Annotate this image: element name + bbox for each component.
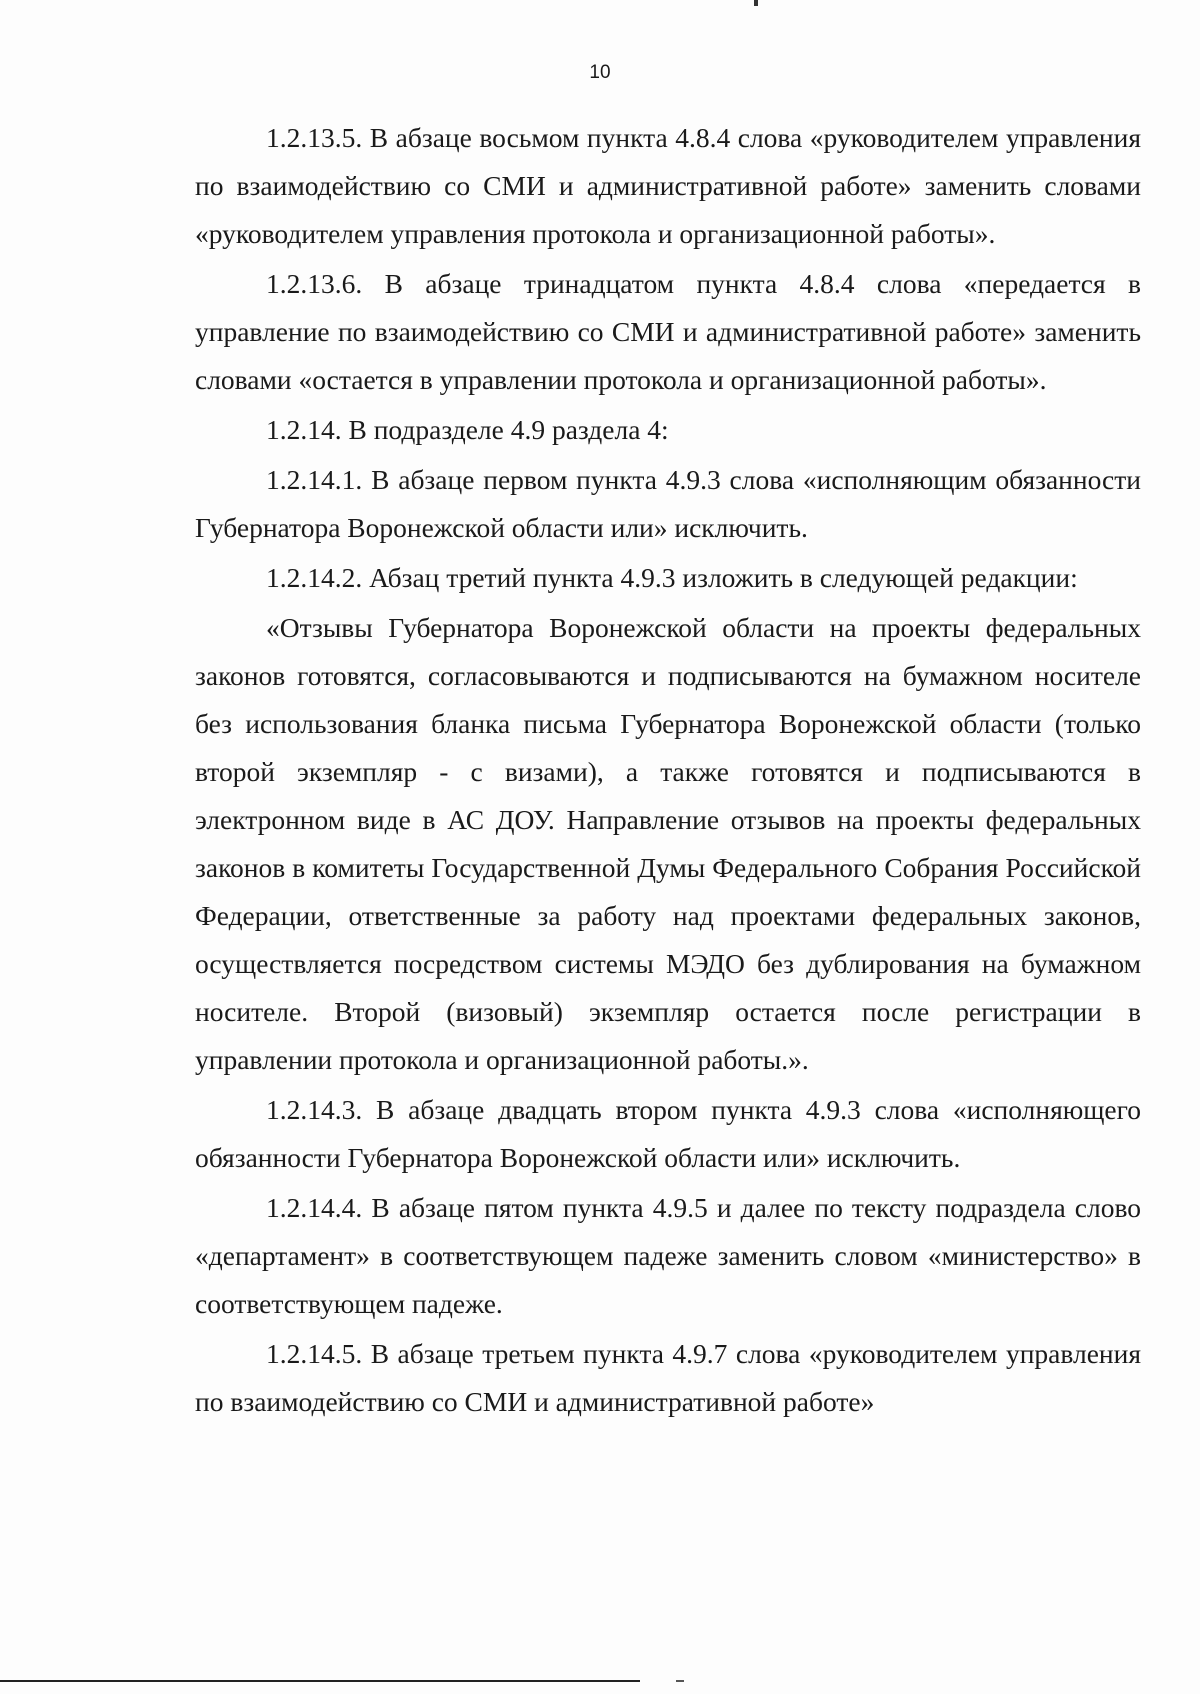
scan-mark (676, 1680, 684, 1682)
paragraph-1-2-13-5: 1.2.13.5. В абзаце восьмом пункта 4.8.4 слова «руководителем управления по взаимодействию со СМИ и административной работе» заменить словами «руководителем управления протокола и организационной работы». (195, 122, 1141, 249)
paragraph-1-2-14-4: 1.2.14.4. В абзаце пятом пункта 4.9.5 и далее по тексту подраздела слово «департамент» в соответствующем падеже заменить словом «министерство» в соответствующем падеже. (195, 1192, 1141, 1319)
page-number: 10 (589, 62, 611, 83)
paragraph-1-2-14: 1.2.14. В подразделе 4.9 раздела 4: (266, 414, 669, 445)
paragraph-1-2-14-2: 1.2.14.2. Абзац третий пункта 4.9.3 изложить в следующей редакции: (266, 562, 1078, 593)
paragraph-1-2-14-1: 1.2.14.1. В абзаце первом пункта 4.9.3 слова «исполняющим обязанности Губернатора Воронежской области или» исключить. (195, 464, 1141, 543)
scan-edge-line (0, 1680, 640, 1682)
document-body (195, 114, 1141, 1428)
paragraph-1-2-14-3: 1.2.14.3. В абзаце двадцать втором пункта 4.9.3 слова «исполняющего обязанности Губернатора Воронежской области или» исключить. (195, 1094, 1141, 1173)
paragraph-1-2-13-6: 1.2.13.6. В абзаце тринадцатом пункта 4.8.4 слова «передается в управление по взаимодействию со СМИ и административной работе» заменить словами «остается в управлении протокола и организационной работы». (195, 268, 1141, 395)
paragraph-1-2-14-5: 1.2.14.5. В абзаце третьем пункта 4.9.7 слова «руководителем управления по взаимодействию со СМИ и административной работе» (195, 1338, 1141, 1417)
paragraph-quoted-text: «Отзывы Губернатора Воронежской области на проекты федеральных законов готовятся, согласовываются и подписываются на бумажном носителе без использования бланка письма Губернатора Воронежской области (только второй экземпляр - с визами), а также готовятся и подписываются в электронном виде в АС ДОУ. Направление отзывов на проекты федеральных законов в комитеты Государственной Думы Федерального Собрания Российской Федерации, ответственные за работу над проектами федеральных законов, осуществляется посредством системы МЭДО без дублирования на бумажном носителе. Второй (визовый) экземпляр остается после регистрации в управлении протокола и организационной работы.». (195, 612, 1141, 1075)
scan-mark (754, 0, 758, 6)
